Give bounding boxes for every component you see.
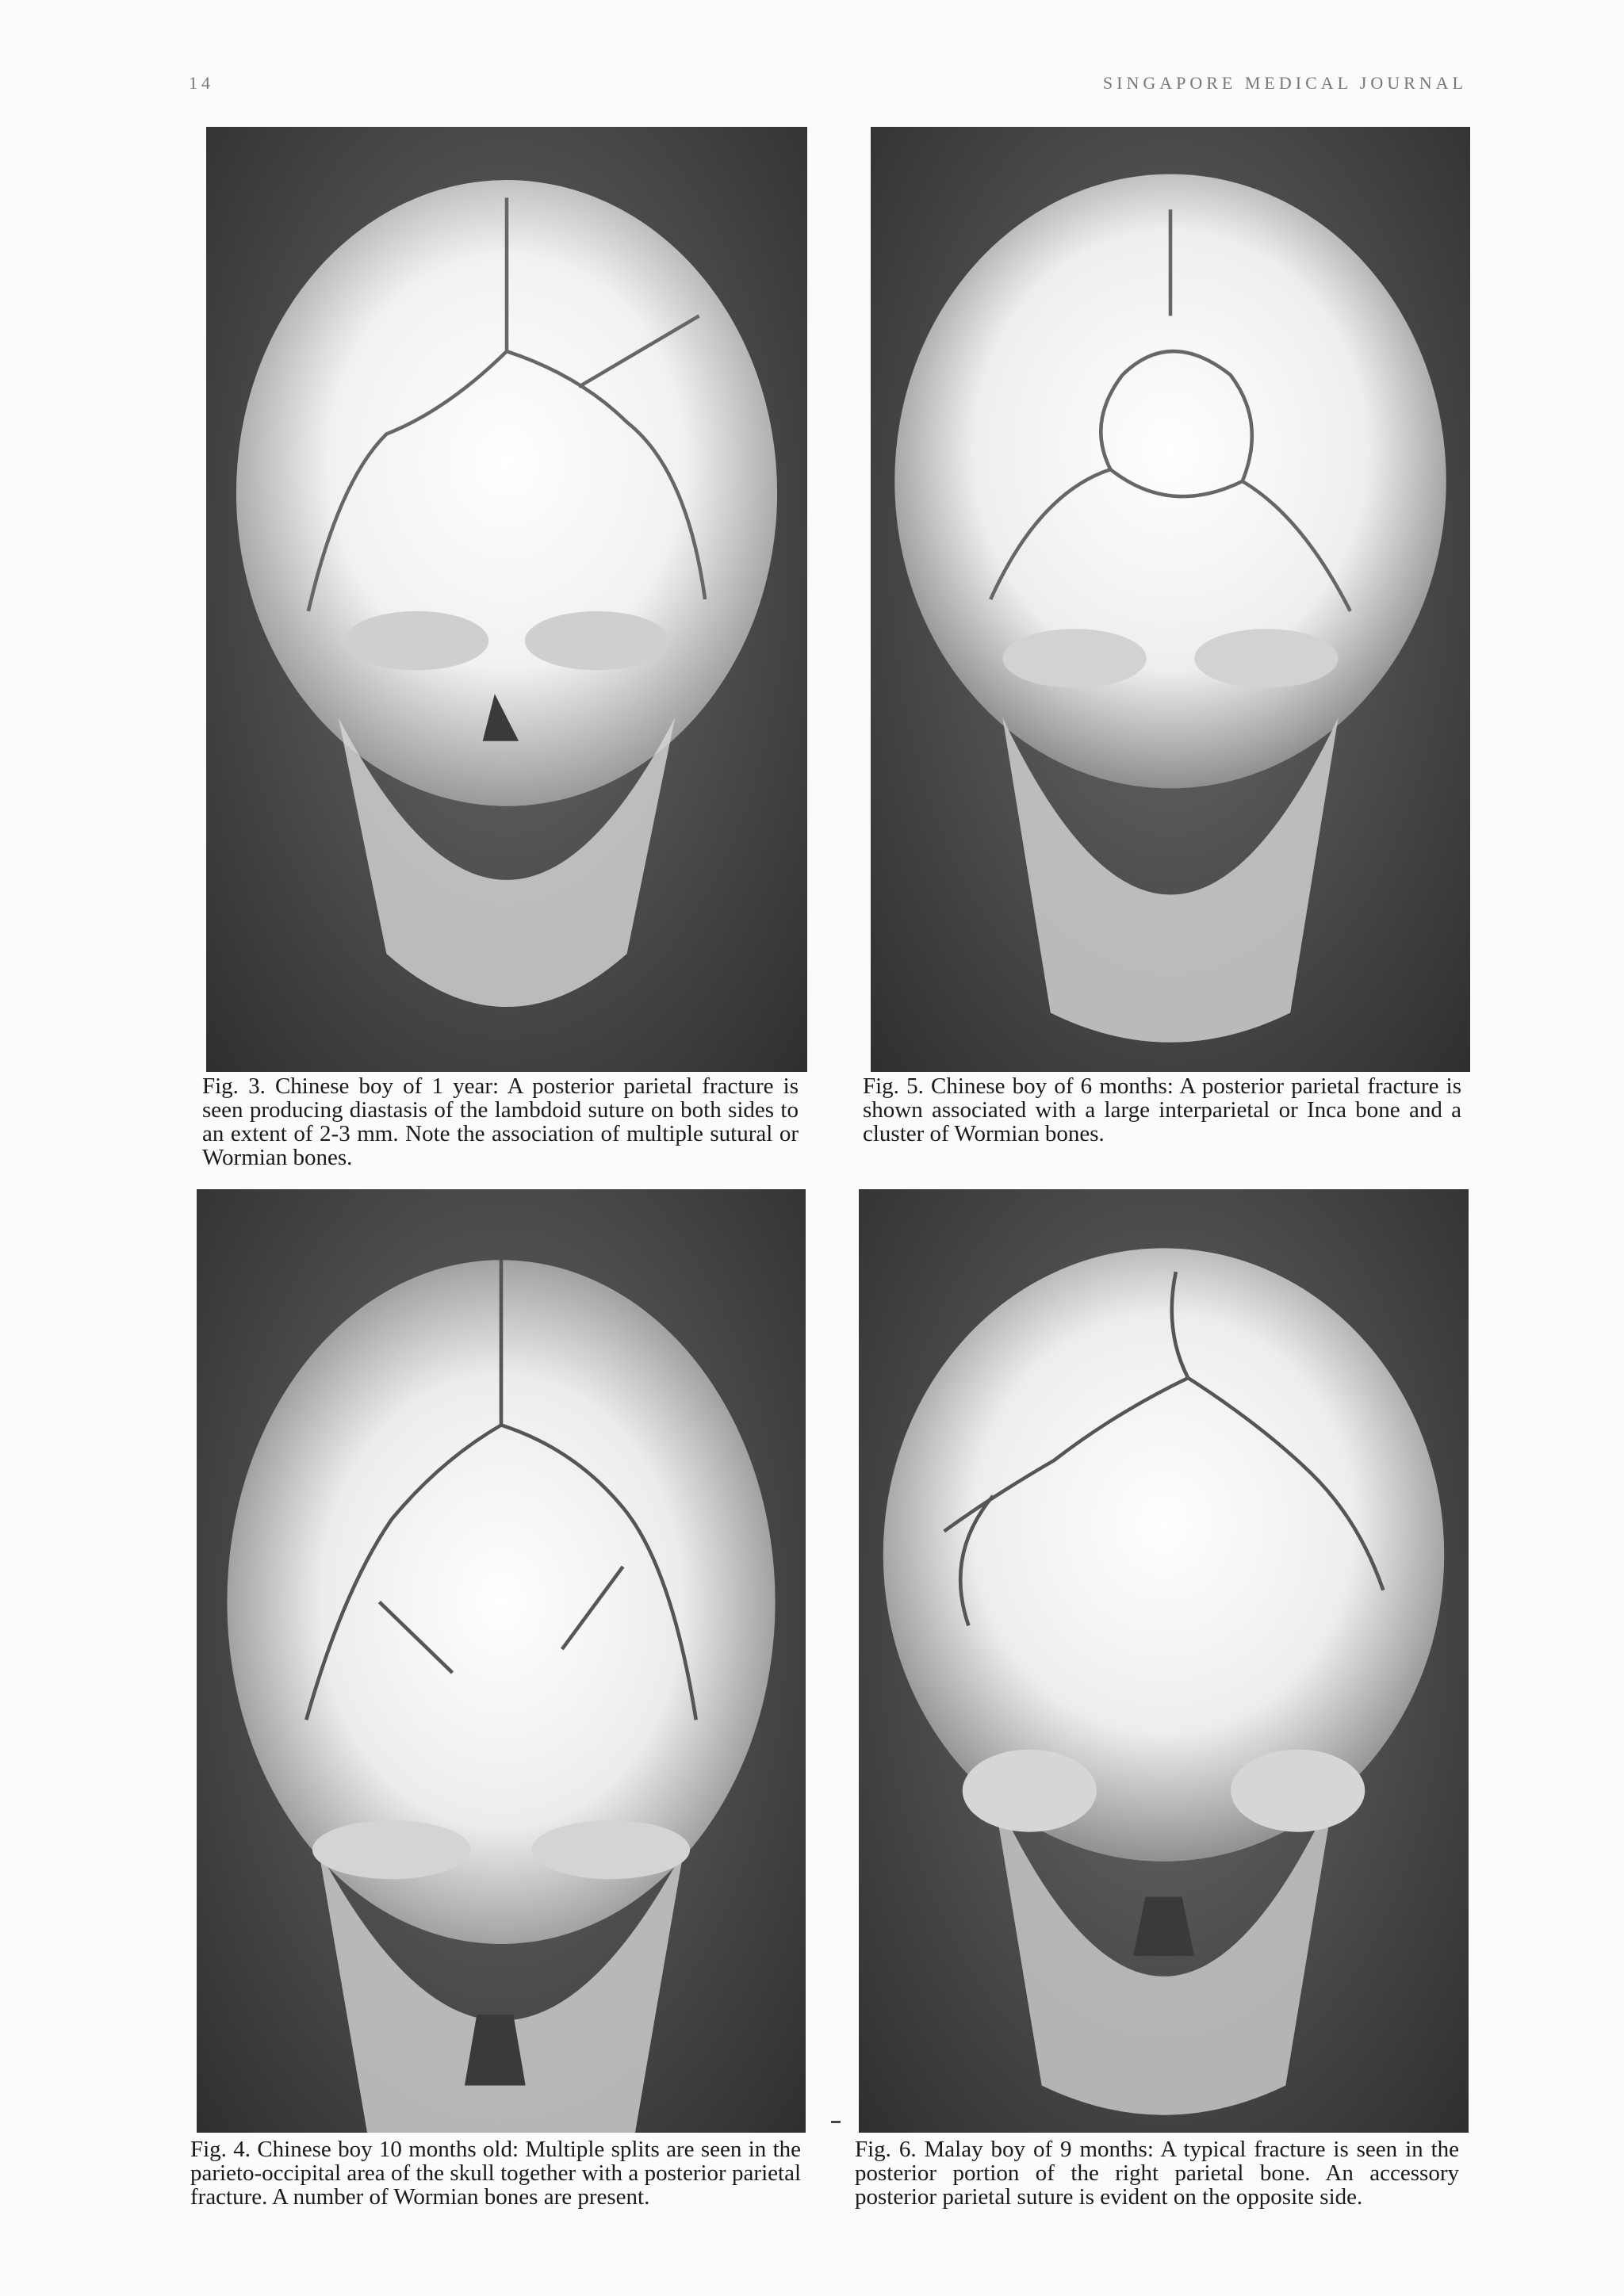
fig5-xray-image [871, 127, 1470, 1072]
fig6-caption: Fig. 6. Malay boy of 9 months: A typical fracture is seen in the posterior portion of the right parietal bone. An accessory posterior parietal suture is evident on the opposite side. [855, 2137, 1459, 2210]
journal-title: SINGAPORE MEDICAL JOURNAL [1102, 73, 1467, 93]
page-number: 14 [189, 73, 214, 93]
fig4-caption: Fig. 4. Chinese boy 10 months old: Multiple splits are seen in the parieto-occipital area of the skull together with a posterior parietal fracture. A number of Wormian bones are present. [190, 2137, 801, 2210]
fig6-xray-image [859, 1189, 1469, 2133]
stray-mark [831, 2121, 841, 2123]
fig5-caption: Fig. 5. Chinese boy of 6 months: A posterior parietal fracture is shown associated with a large interparietal or Inca bone and a cluster of Wormian bones. [863, 1073, 1461, 1146]
fig3-caption: Fig. 3. Chinese boy of 1 year: A posterior parietal fracture is seen producing diastasis of the lambdoid suture on both sides to an extent of 2-3 mm. Note the association of multiple sutural or Wormian bones. [202, 1073, 799, 1170]
fig4-xray-image [197, 1189, 806, 2133]
fig3-xray-image [206, 127, 807, 1072]
